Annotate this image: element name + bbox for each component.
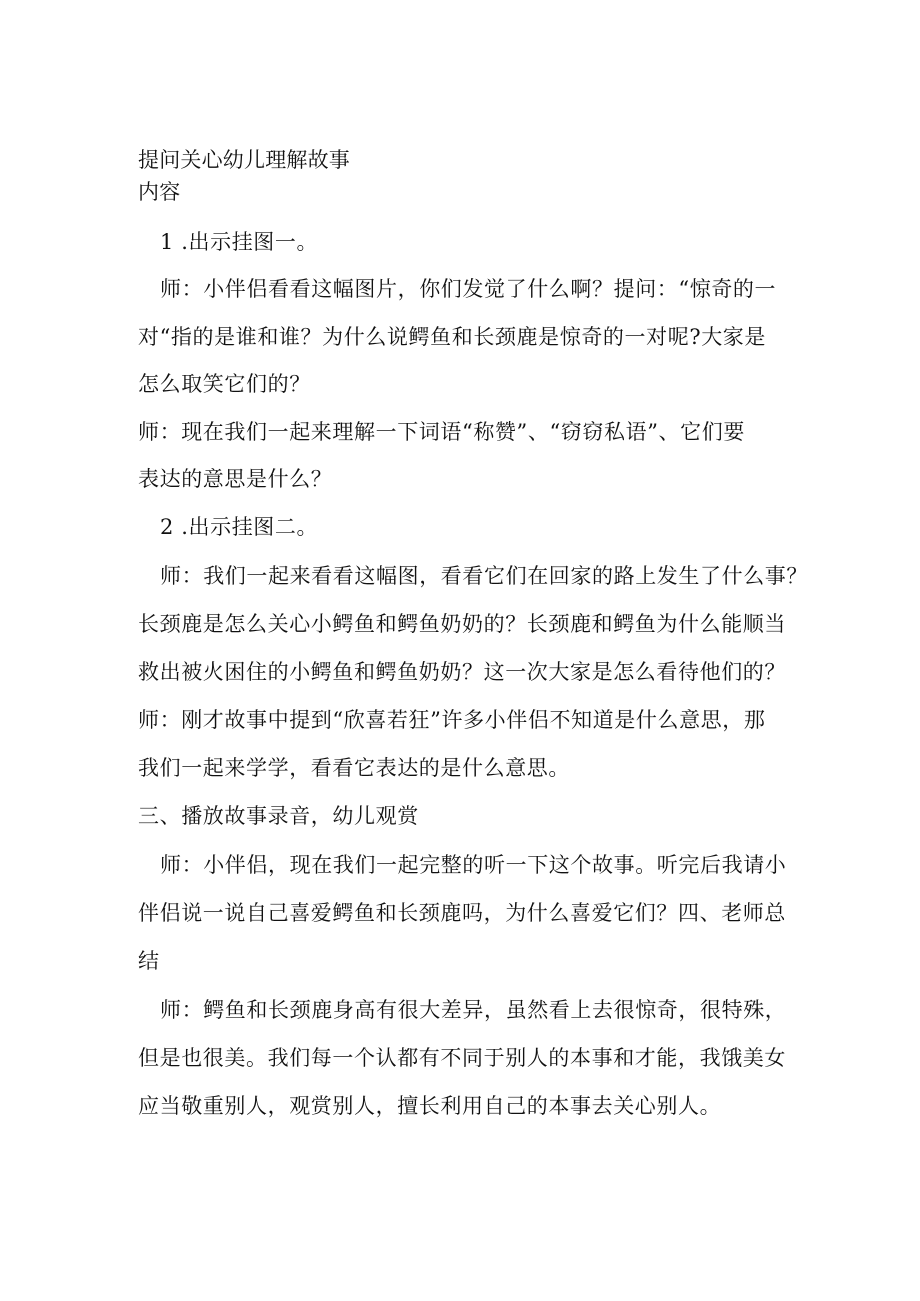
paragraph-line: 师：小伴侣，现在我们一起完整的听一下这个故事。听完后我请小 (160, 853, 787, 877)
paragraph-line: 伴侣说一说自己喜爱鳄鱼和长颈鹿吗，为什么喜爱它们？四、老师总 (138, 901, 786, 925)
paragraph-line: 应当敬重别人，观赏别人，擅长利用自己的本事去关心别人。 (138, 1094, 722, 1118)
section-heading: 三、播放故事录音，幼儿观赏 (138, 804, 419, 828)
paragraph-line: 师：鳄鱼和长颈鹿身高有很大差异，虽然看上去很惊奇，很特殊， (160, 998, 787, 1022)
paragraph-line: 但是也很美。我们每一个认都有不同于别人的本事和才能，我饿美女 (138, 1046, 786, 1070)
paragraph-line: 长颈鹿是怎么关心小鳄鱼和鳄鱼奶奶的？长颈鹿和鳄鱼为什么能顺当 (138, 612, 786, 636)
heading-line: 提问关心幼儿理解故事 (138, 148, 350, 172)
numbered-item: 1 .出示挂图一。 (160, 230, 319, 254)
paragraph-line: 师：刚才故事中提到“欣喜若狂”许多小伴侣不知道是什么意思，那 (138, 708, 766, 732)
paragraph-line: 结 (138, 949, 160, 973)
paragraph-line: 救出被火困住的小鳄鱼和鳄鱼奶奶？这一次大家是怎么看待他们的？ (138, 660, 786, 684)
paragraph-line: 师：小伴侣看看这幅图片，你们发觉了什么啊？提问：“惊奇的一 (160, 277, 777, 301)
heading-line: 内容 (138, 180, 181, 204)
paragraph-line: 对“指的是谁和谁？为什么说鳄鱼和长颈鹿是惊奇的一对呢?大家是 (138, 325, 766, 349)
paragraph-line: 师：我们一起来看看这幅图，看看它们在回家的路上发生了什么事？ (160, 564, 808, 588)
paragraph-line: 师：现在我们一起来理解一下词语“称赞”、“窃窃私语”、它们要 (138, 420, 745, 444)
paragraph-line: 怎么取笑它们的？ (138, 372, 311, 396)
numbered-item: 2 .出示挂图二。 (160, 515, 319, 539)
paragraph-line: 表达的意思是什么？ (138, 467, 333, 491)
paragraph-line: 我们一起来学学，看看它表达的是什么意思。 (138, 756, 570, 780)
